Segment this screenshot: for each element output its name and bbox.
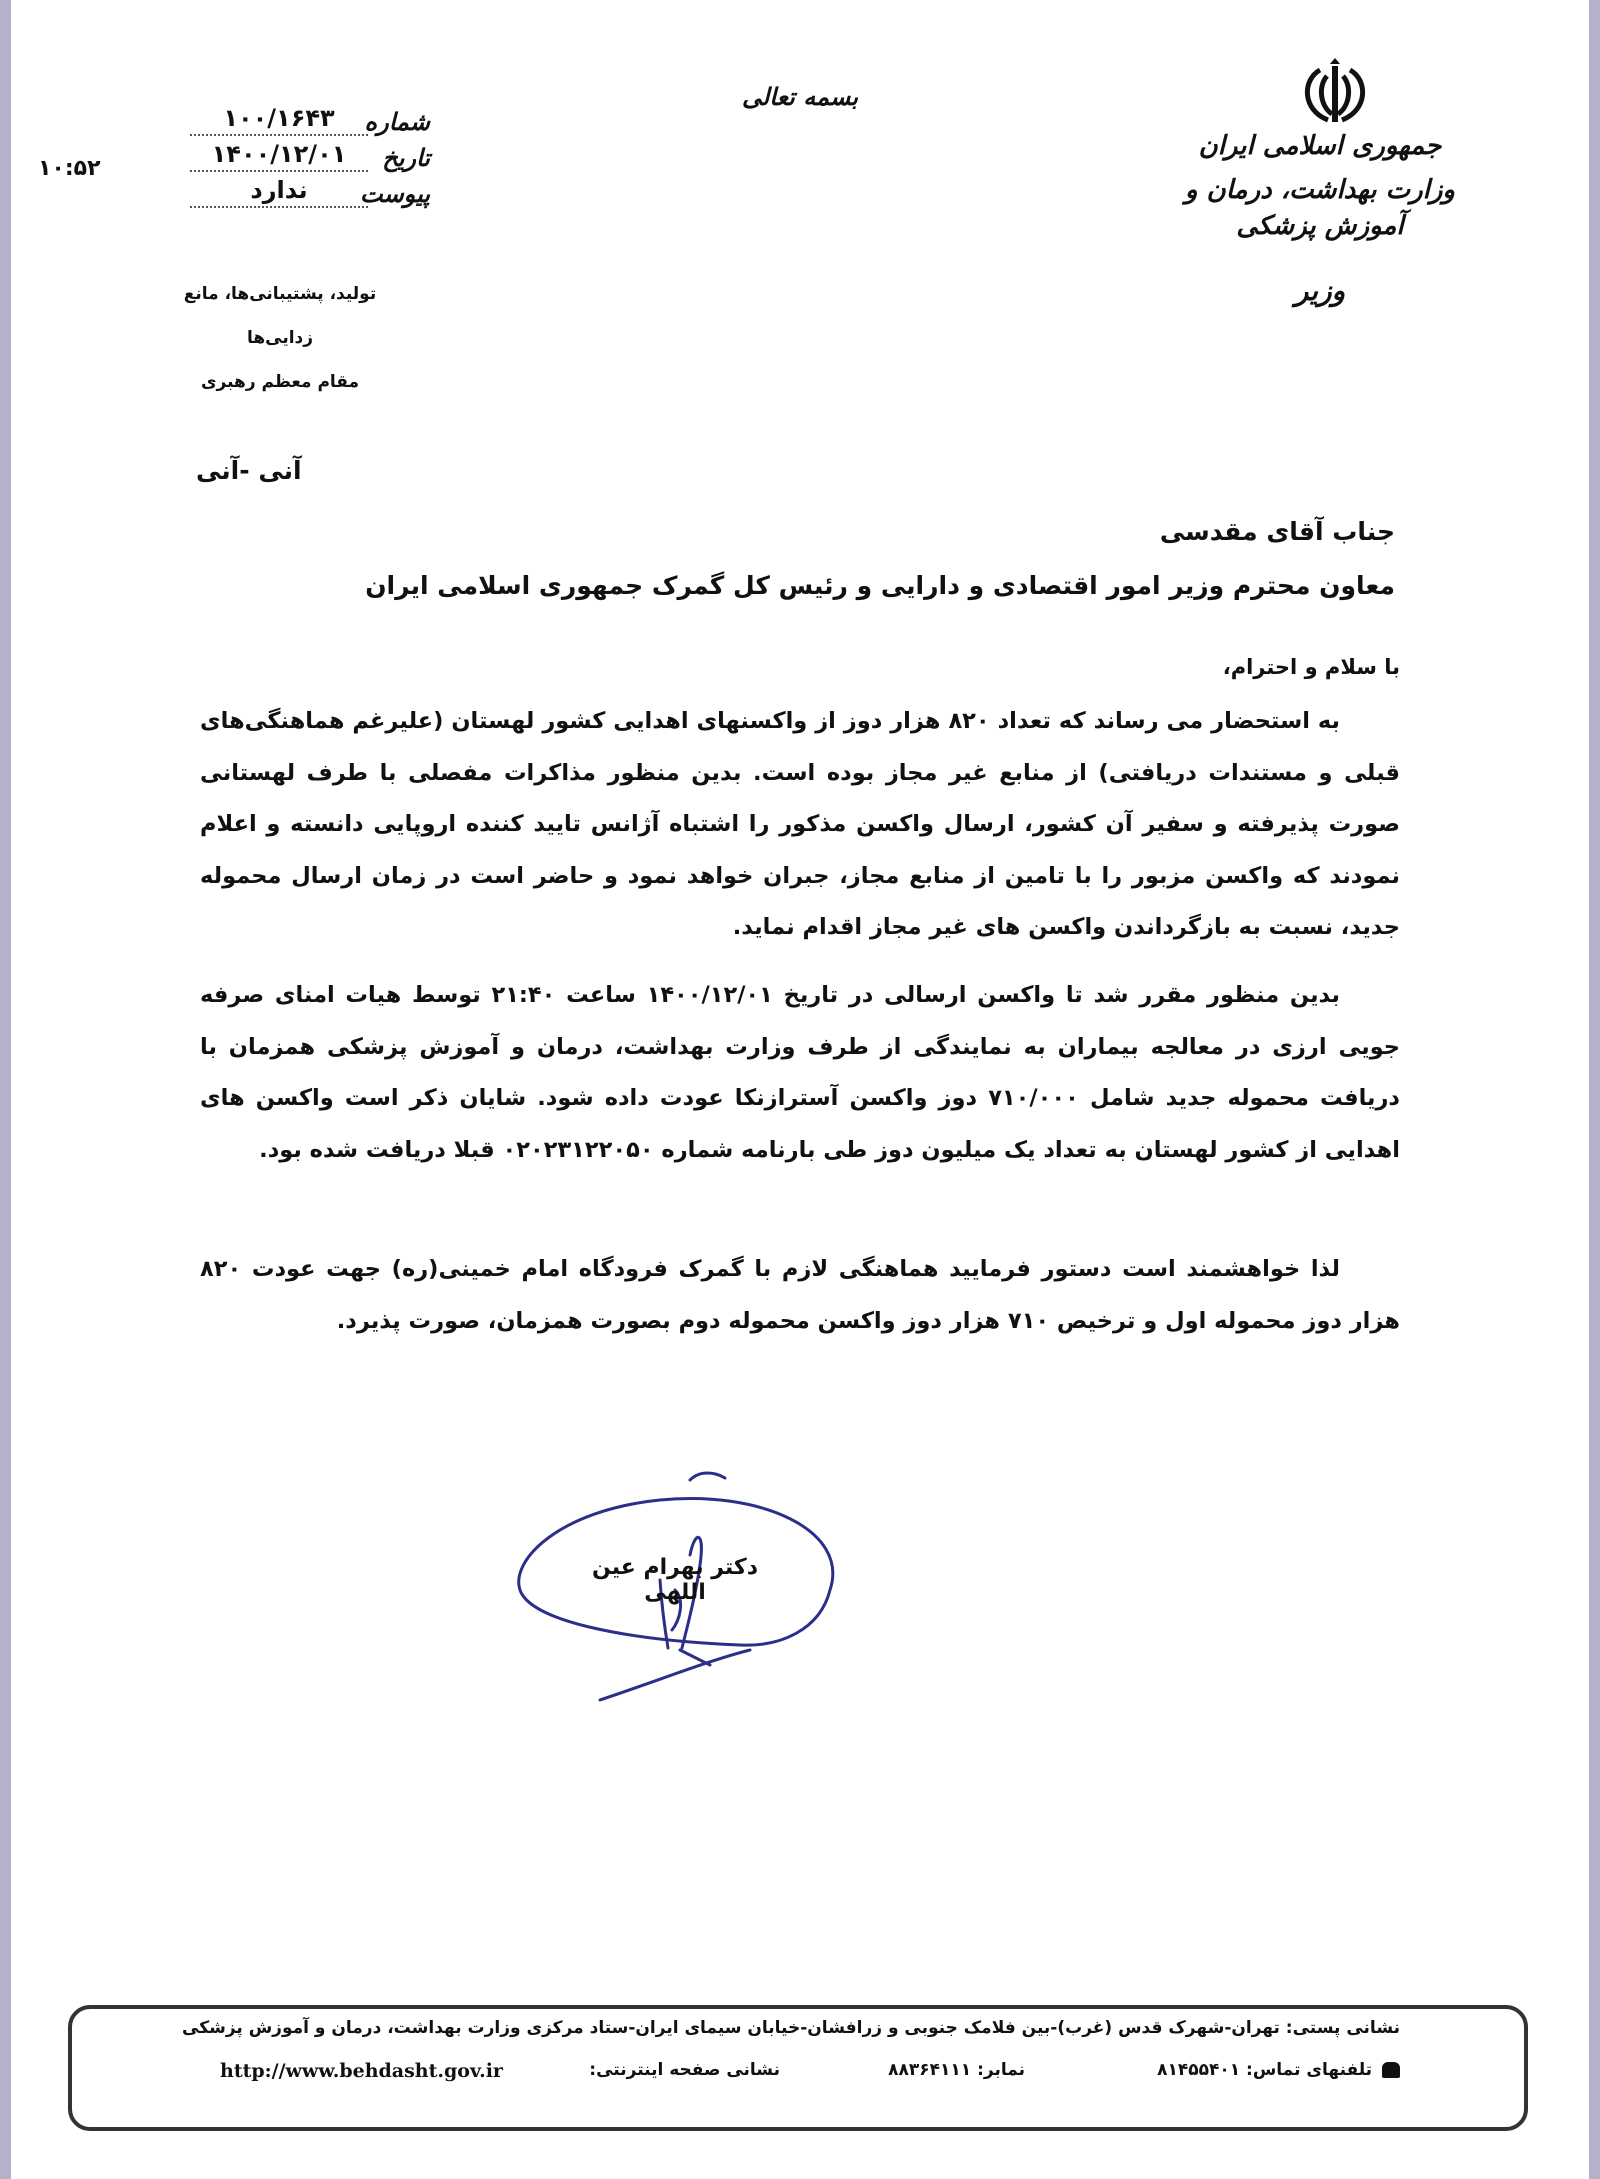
- paragraph-2-text: بدین منظور مقرر شد تا واکسن ارسالی در تاریخ ۱۴۰۰/۱۲/۰۱ ساعت ۲۱:۴۰ توسط هیات امنای صرفه جویی ارزی در معالجه بیماران به نمایندگی از طرف وزارت بهداشت، درمان و آموزش پزشکی همزمان با دریافت محموله جدید شامل ۷۱۰/۰۰۰ دوز واکسن آسترازنکا عودت داده شود. شایان ذکر است واکسن های اهدایی از کشور لهستان به تعداد یک میلیون دوز طی بارنامه شماره ۰۲۰۲۳۱۲۲۰۵۰ قبلا دریافت شده بود.: [200, 982, 1400, 1163]
- attachment-label: پیوست: [360, 179, 430, 208]
- republic-name: جمهوری اسلامی ایران: [1198, 131, 1442, 161]
- office-title: وزیر: [1294, 274, 1346, 307]
- recipient: [365, 505, 1395, 613]
- reference-block: [190, 100, 430, 208]
- phone-value: ۸۱۴۵۵۴۰۱: [1157, 2060, 1241, 2080]
- footer-address: نشانی پستی: تهران-شهرک قدس (غرب)-بین فلامک جنوبی و زرافشان-خیابان سیمای ایران-ستاد مرکزی وزارت بهداشت، درمان و آموزش پزشکی: [182, 2018, 1400, 2038]
- invocation: بسمه تعالی: [741, 82, 859, 111]
- attachment-value: ندارد: [190, 176, 368, 208]
- footer-website-label: نشانی صفحه اینترنتی:: [589, 2060, 780, 2080]
- slogan-line-2: مقام معظم رهبری: [200, 372, 360, 392]
- reference-number-row: [190, 100, 430, 136]
- paragraph-1-text: به استحضار می رساند که تعداد ۸۲۰ هزار دوز از واکسنهای اهدایی کشور لهستان (علیرغم هماهنگی‌های قبلی و مستندات دریافتی) از منابع غیر مجاز بوده است. بدین منظور مذاکرات مفصلی با طرف لهستانی صورت پذیرفته و سفیر آن کشور، ارسال واکسن مذکور را اشتباه آژانس تایید کننده اروپایی دانسته و اعلام نمودند که واکسن مزبور را با تامین از منابع مجاز، جبران خواهد نمود و حاضر است در زمان ارسال محموله جدید، نسبت به بازگرداندن واکسن های غیر مجاز اقدام نماید.: [200, 708, 1400, 940]
- page-edge-left: [0, 0, 11, 2179]
- date-label: تاریخ: [382, 143, 430, 172]
- body-paragraph-1: [200, 696, 1400, 954]
- footer-fax: [888, 2060, 1025, 2080]
- fax-value: ۸۸۳۶۴۱۱۱: [888, 2060, 972, 2080]
- paragraph-3-text: لذا خواهشمند است دستور فرمایید هماهنگی لازم با گمرک فرودگاه امام خمینی(ره) جهت عودت ۸۲۰ هزار دوز محموله اول و ترخیص ۷۱۰ هزار دوز واکسن محموله دوم بصورت همزمان، صورت پذیرد.: [200, 1256, 1400, 1334]
- urgency-label: آنی -آنی: [196, 456, 302, 485]
- footer-phone: [1157, 2060, 1400, 2080]
- body-paragraph-3: [200, 1244, 1400, 1347]
- reference-date-row: [190, 136, 430, 172]
- greeting: با سلام و احترام،: [1222, 655, 1400, 679]
- fax-label: نمابر:: [977, 2060, 1025, 2080]
- date-value: ۱۴۰۰/۱۲/۰۱: [190, 140, 368, 172]
- slogan: [150, 272, 410, 404]
- footer-website-link[interactable]: http://www.behdasht.gov.ir: [220, 2060, 503, 2082]
- ministry-letterhead: [1150, 128, 1490, 307]
- page-edge-right: [1589, 0, 1600, 2179]
- phone-label: تلفنهای تماس:: [1246, 2060, 1373, 2080]
- recipient-name: جناب آقای مقدسی: [1159, 517, 1395, 546]
- slogan-line-1: تولید، پشتیبانی‌ها، مانع زدایی‌ها: [183, 284, 377, 348]
- body-paragraph-2: [200, 970, 1400, 1176]
- iran-emblem-icon: [1290, 58, 1380, 128]
- number-label: شماره: [364, 107, 430, 136]
- footer-contact-row: [210, 2060, 1400, 2094]
- ministry-name: وزارت بهداشت، درمان و آموزش پزشکی: [1185, 175, 1455, 241]
- telephone-icon: [1382, 2062, 1400, 2078]
- signatory-name: دکتر بهرام عین اللهی: [591, 1555, 758, 1605]
- recipient-title: معاون محترم وزیر امور اقتصادی و دارایی و رئیس کل گمرک جمهوری اسلامی ایران: [365, 571, 1395, 600]
- reference-attachment-row: [190, 172, 430, 208]
- side-code: ۱۰:۵۲: [38, 156, 101, 181]
- number-value: ۱۰۰/۱۶۴۳: [190, 104, 368, 136]
